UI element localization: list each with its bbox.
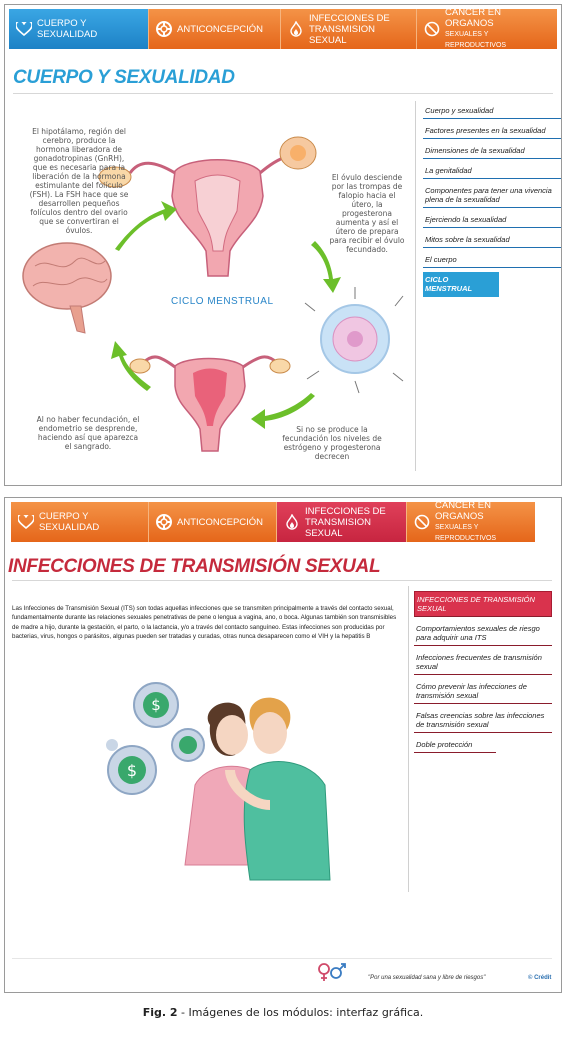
heart-icon: [15, 20, 33, 38]
menu-item-prevenir[interactable]: Cómo prevenir las infecciones de transmisión sexual: [414, 679, 552, 704]
menu-item-mitos[interactable]: Mitos sobre la sexualidad: [423, 232, 561, 248]
no-fecundation-text: Si no se produce la fecundación los niveles de estrógeno y progesterona decrecen: [282, 425, 382, 461]
menu-item-factores[interactable]: Factores presentes en la sexualidad: [423, 123, 561, 139]
ovum-illustration: [305, 287, 403, 393]
tab-label: CUERPO Y SEXUALIDAD: [37, 18, 98, 40]
title-divider: [12, 580, 552, 581]
tab-label: ANTICONCEPCIÓN: [177, 516, 264, 528]
menu-item-falsas-creencias[interactable]: Falsas creencias sobre las infecciones de transmisión sexual: [414, 708, 552, 733]
uterus-illustration: [99, 137, 316, 276]
flame-icon: [283, 513, 301, 531]
footer-divider: [12, 958, 552, 959]
menu-item-doble-proteccion[interactable]: Doble protección: [414, 737, 496, 753]
tab-anticoncepcion[interactable]: [149, 502, 277, 542]
tab-label: INFECCIONES DE TRANSMISION SEXUAL: [309, 12, 390, 46]
page-title: INFECCIONES DE TRANSMISIÓN SEXUAL: [8, 556, 381, 577]
side-menu: [423, 103, 561, 301]
svg-text:$: $: [126, 761, 138, 780]
menu-item-cuerpo-sexualidad[interactable]: Cuerpo y sexualidad: [423, 103, 561, 119]
tab-label: CUERPO Y SEXUALIDAD: [39, 511, 100, 533]
its-intro-text: Las Infecciones de Transmisión Sexual (ITS) son todas aquellas infecciones que se transmiten principalmente a través del contacto sexual, fundamentalmente durante las relaciones sexuales penetrativas de pene o lengua a vagina, ano, o boca. Algunas también son transmisibles de madre a hijo, durante la gestación, el parto, o la lactancia, y/o a través del contacto sanguíneo. Estas infecciones son producidas por bacterias, virus, hongos o parásitos, algunas pueden ser tratadas y curadas, otras nunca desaparecen como el VIH y la hepatitis B: [12, 605, 397, 640]
menu-item-ejerciendo[interactable]: Ejerciendo la sexualidad: [423, 212, 561, 228]
menu-item-frecuentes[interactable]: Infecciones frecuentes de transmisión sexual: [414, 650, 552, 675]
ovule-text: El óvulo desciende por las trompas de falopio hacia el útero, la progesterona aumenta y así el útero de prepara para recibir el óvulo fecundado.: [329, 173, 405, 254]
footer-slogan: "Por una sexualidad sana y libre de riesgos": [368, 975, 486, 981]
tab-sublabel: SEXUALES Y REPRODUCTIVOS: [435, 524, 497, 542]
svg-text:$: $: [151, 696, 161, 714]
bacteria-icons: [106, 683, 204, 794]
menu-item-comportamientos[interactable]: Comportamientos sexuales de riesgo para adquirir una ITS: [414, 621, 552, 646]
lifebuoy-icon: [155, 513, 173, 531]
menu-item-genitalidad[interactable]: La genitalidad: [423, 163, 561, 179]
brain-illustration: [23, 243, 111, 333]
menu-divider: [408, 586, 409, 892]
menu-item-componentes[interactable]: Componentes para tener una vivencia plena de la sexualidad: [423, 183, 561, 208]
cycle-label: CICLO MENSTRUAL: [171, 296, 274, 307]
no-symbol-icon: [423, 20, 441, 38]
tab-label: CANCER EN ORGANOS: [445, 9, 501, 29]
tab-cancer[interactable]: [417, 9, 557, 49]
menu-item-ciclo-menstrual[interactable]: CICLO MENSTRUAL: [423, 272, 499, 297]
tab-label: INFECCIONES DE TRANSMISION SEXUAL: [305, 505, 386, 539]
tab-cuerpo-sexualidad[interactable]: [11, 502, 149, 542]
couple-illustration: [100, 665, 390, 890]
uterus-bleeding-illustration: [130, 357, 290, 451]
figure-caption: [0, 1006, 566, 1019]
menu-item-its[interactable]: INFECCIONES DE TRANSMISIÓN SEXUAL: [414, 591, 552, 617]
heart-icon: [17, 513, 35, 531]
flame-icon: [287, 20, 305, 38]
footer-credit[interactable]: © Crédit: [528, 975, 552, 981]
tab-label: CANCER EN ORGANOS: [435, 502, 491, 522]
page-title: CUERPO Y SEXUALIDAD: [13, 67, 235, 88]
caption-label: Fig. 2: [142, 1006, 178, 1019]
screen-cuerpo-sexualidad: [4, 4, 562, 486]
tab-sublabel: SEXUALES Y REPRODUCTIVOS: [445, 31, 507, 49]
tab-cancer[interactable]: [407, 502, 535, 542]
menu-divider: [415, 101, 416, 471]
hypothalamus-text: El hipotálamo, región del cerebro, produce la hormona liberadora de gonadotropinas (GnRH), que es necesaria para la liberación de la hormona estimulante del folículo (FSH). La FSH hace que se desarrollen pequeños folículos dentro del ovario que se convertiran el óvulos.: [29, 127, 129, 235]
main-nav: [11, 502, 535, 542]
caption-text: - Imágenes de los módulos: interfaz gráfica.: [177, 1006, 424, 1019]
title-divider: [13, 93, 553, 94]
main-nav: [9, 9, 557, 49]
endometrium-text: Al no haber fecundación, el endometrio se desprende, haciendo así que aparezca el sangrado.: [36, 415, 140, 451]
tab-cuerpo-sexualidad[interactable]: [9, 9, 149, 49]
side-menu: [414, 591, 552, 757]
tab-infecciones[interactable]: [277, 502, 407, 542]
menu-item-dimensiones[interactable]: Dimensiones de la sexualidad: [423, 143, 561, 159]
no-symbol-icon: [413, 513, 431, 531]
menu-item-el-cuerpo[interactable]: El cuerpo: [423, 252, 561, 268]
tab-infecciones[interactable]: [281, 9, 417, 49]
tab-anticoncepcion[interactable]: [149, 9, 281, 49]
lifebuoy-icon: [155, 20, 173, 38]
tab-label: ANTICONCEPCIÓN: [177, 23, 264, 35]
gender-symbols-icon: [316, 962, 346, 982]
